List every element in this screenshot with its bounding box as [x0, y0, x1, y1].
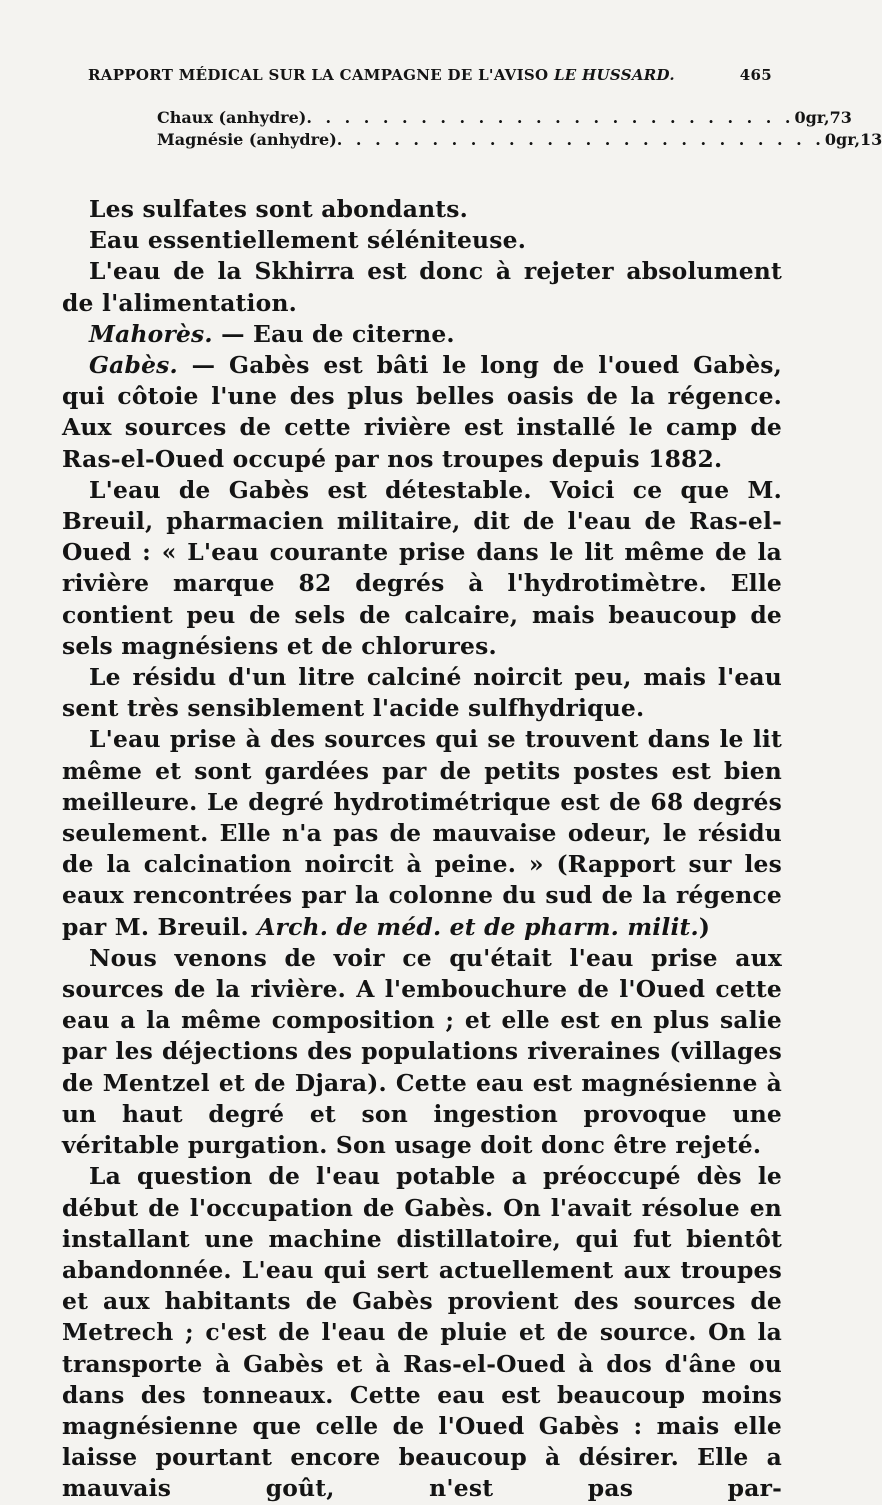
paragraph: Eau essentiellement séléniteuse. — [89, 226, 527, 255]
paragraph-text: — Eau de citerne. — [212, 319, 455, 348]
header-title: RAPPORT MÉDICAL SUR LA CAMPAGNE DE L'AVISO — [88, 66, 554, 84]
paragraph-text: ) — [698, 912, 711, 941]
paragraph — [62, 350, 782, 475]
paragraph-text: L'eau prise à des sources qui se trouvent dans le lit même et sont gardées par de petits postes est bien meilleure. Le degré hydrotimétrique est de 68 degrés seulement. Elle n'a pas de mauvaise odeur, le résidu de la calcination noircit à peine. » (Rapport sur les eaux rencontrées par la colonne du sud de la régence par M. Breuil. — [62, 725, 782, 941]
header-ship-name: LE HUSSARD. — [553, 66, 675, 84]
paragraph: L'eau de Gabès est détestable. Voici ce que M. Breuil, pharmacien militaire, dit de l'eau de Ras-el-Oued : « L'eau courante prise dans le lit même de la rivière marque 82 degrés à l'hydrotimètre. Elle contient peu de sels de calcaire, mais beaucoup de sels magnésiens et de chlorures. — [62, 475, 782, 660]
paragraph-text: — Gabès est bâti le long de l'oued Gabès, qui côtoie l'une des plus belles oasis de la régence. Aux sources de cette rivière est installé le camp de Ras-el-Oued occupé par nos troupes depuis 1882. — [62, 351, 782, 473]
paragraph — [62, 724, 782, 942]
running-header — [88, 66, 772, 84]
place-name: Mahorès. — [89, 319, 213, 348]
journal-reference: Arch. de méd. et de pharm. milit. — [257, 912, 699, 941]
composition-label: Magnésie (anhydre) — [157, 130, 337, 149]
composition-label: Chaux (anhydre) — [157, 108, 307, 127]
paragraph: L'eau de la Skhirra est donc à rejeter absolument de l'alimentation. — [62, 257, 782, 317]
composition-table — [157, 108, 882, 152]
composition-row — [157, 130, 882, 152]
composition-value: 0gr,13 — [824, 130, 882, 149]
place-name: Gabès. — [89, 351, 178, 380]
paragraph: Nous venons de voir ce qu'était l'eau prise aux sources de la rivière. A l'embouchure de l'Oued cette eau a la même composition ; et elle est en plus salie par les déjections des populations riveraines (villages de Mentzel et de Djara). Cette eau est magnésienne à un haut degré et son ingestion provoque une véritable purgation. Son usage doit donc être rejeté. — [62, 943, 782, 1160]
paragraph — [62, 319, 782, 350]
dot-leader: . . . . . . . . . . . . . . . . . . . . . . . . . . — [306, 108, 795, 127]
paragraph: La question de l'eau potable a préoccupé dès le début de l'occupation de Gabès. On l'avait résolue en installant une machine distillatoire, qui fut bientôt abandonnée. L'eau qui sert actuellement aux troupes et aux habitants de Gabès provient des sources de Metrech ; c'est de l'eau de pluie et de source. On la transporte à Gabès et à Ras-el-Oued à dos d'âne ou dans des tonneaux. Cette eau est beaucoup moins magnésienne que celle de l'Oued Gabès : mais elle laisse pourtant encore beaucoup à désirer. Elle a mauvais goût, n'est pas par- — [62, 1162, 782, 1503]
page-number: 465 — [739, 66, 772, 84]
paragraph: Le résidu d'un litre calciné noircit peu, mais l'eau sent très sensiblement l'acide sulfhydrique. — [62, 663, 782, 723]
body-text — [62, 194, 782, 1505]
composition-value: 0gr,73 — [794, 108, 852, 127]
composition-row — [157, 108, 852, 130]
paragraph: Les sulfates sont abondants. — [89, 195, 468, 223]
dot-leader: . . . . . . . . . . . . . . . . . . . . . . . . . . — [336, 130, 825, 149]
